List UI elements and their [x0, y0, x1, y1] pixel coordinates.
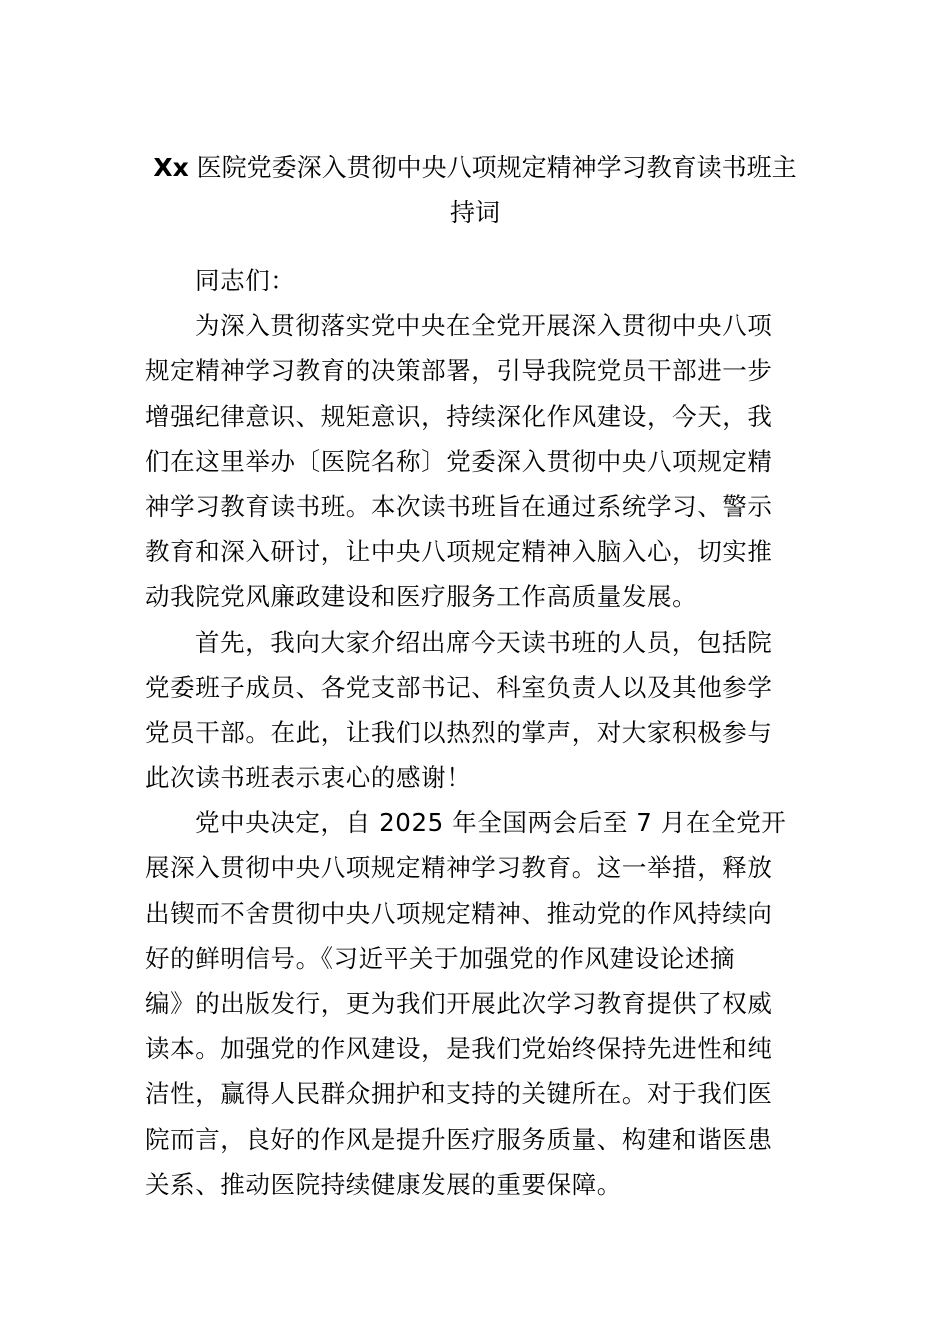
paragraph-line: 此次读书班表示衷心的感谢！: [145, 763, 472, 793]
document-title: [100, 145, 850, 235]
paragraph-line: 首先，我向大家介绍出席今天读书班的人员，包括院: [195, 627, 773, 657]
title-line-1: [100, 145, 850, 190]
document-body: [145, 258, 815, 1207]
paragraphs: [145, 303, 815, 1207]
paragraph-line: 关系、推动医院持续健康发展的重要保障。: [145, 1169, 622, 1199]
title-line-2: 持词: [449, 198, 500, 227]
paragraph-line: 好的鲜明信号。《习近平关于加强党的作风建设论述摘: [145, 943, 736, 973]
paragraph-line: 为深入贯彻落实党中央在全党开展深入贯彻中央八项: [195, 311, 773, 341]
paragraph-line: 增强纪律意识、规矩意识，持续深化作风建设，今天，我: [145, 401, 773, 431]
paragraph: [145, 800, 815, 1207]
paragraph: [145, 620, 815, 801]
paragraph-line: 党员干部。在此，让我们以热烈的掌声，对大家积极参与: [145, 717, 773, 747]
paragraph-line: 展深入贯彻中央八项规定精神学习教育。这一举措，释放: [145, 853, 773, 883]
paragraph-line: 编》的出版发行，更为我们开展此次学习教育提供了权威: [145, 989, 773, 1018]
paragraph-line: 党中央决定，自 2025 年全国两会后至 7 月在全党开: [195, 808, 787, 838]
paragraph: [145, 303, 815, 619]
title-prefix: Xx: [153, 153, 189, 182]
paragraph-line: 出锲而不舍贯彻中央八项规定精神、推动党的作风持续向: [145, 898, 773, 928]
paragraph-line: 动我院党风廉政建设和医疗服务工作高质量发展。: [145, 582, 698, 612]
paragraph-line: 院而言，良好的作风是提升医疗服务质量、构建和谐医患: [145, 1124, 773, 1154]
paragraph-line: 洁性，赢得人民群众拥护和支持的关键所在。对于我们医: [145, 1079, 773, 1109]
title-text-1: 医院党委深入贯彻中央八项规定精神学习教育读书班主: [188, 153, 797, 182]
paragraph-line: 党委班子成员、各党支部书记、科室负责人以及其他参学: [145, 672, 773, 702]
paragraph-line: 神学习教育读书班。本次读书班旨在通过系统学习、警示: [145, 491, 773, 521]
paragraph-line: 们在这里举办〔医院名称〕党委深入贯彻中央八项规定精: [145, 446, 773, 476]
paragraph-line: 规定精神学习教育的决策部署，引导我院党员干部进一步: [145, 356, 773, 386]
paragraph-line: 教育和深入研讨，让中央八项规定精神入脑入心，切实推: [145, 537, 773, 567]
paragraph-line: 读本。加强党的作风建设，是我们党始终保持先进性和纯: [145, 1034, 773, 1064]
salutation: 同志们：: [195, 266, 296, 295]
